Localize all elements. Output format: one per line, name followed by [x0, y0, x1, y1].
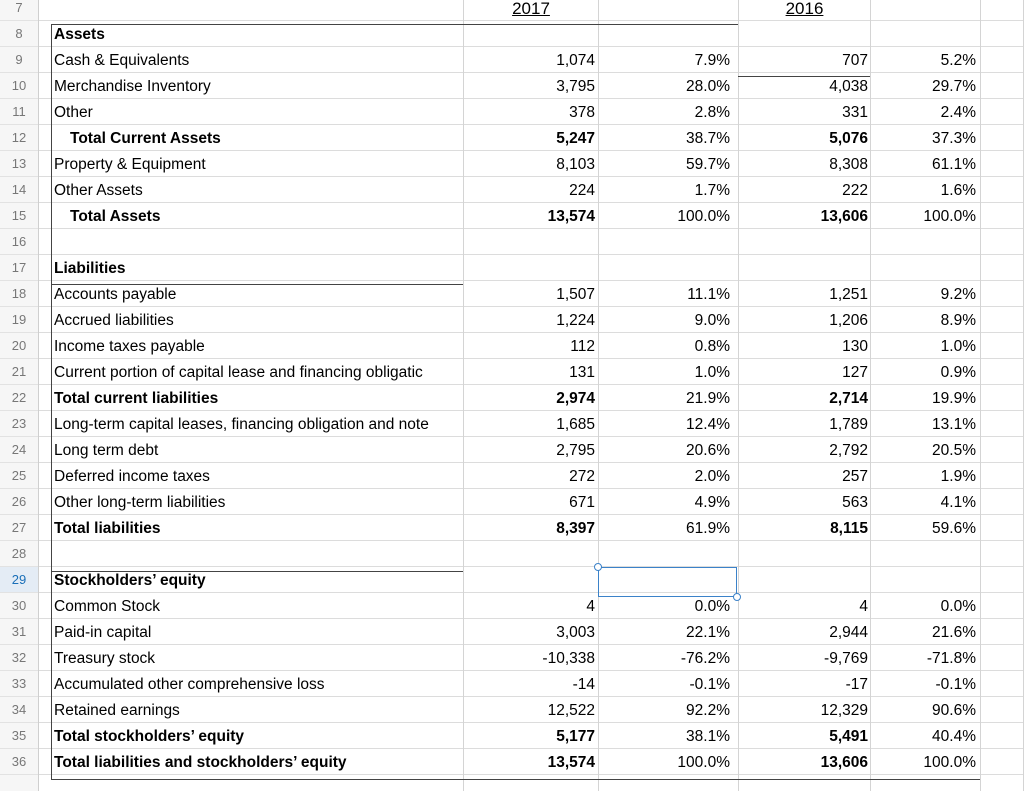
- percent-2016[interactable]: 8.9%: [940, 312, 976, 329]
- value-2016[interactable]: 563: [842, 494, 868, 511]
- table-row: [39, 0, 1024, 21]
- percent-2016[interactable]: 59.6%: [932, 520, 976, 537]
- value-2016[interactable]: 130: [842, 338, 868, 355]
- value-2016[interactable]: 13,606: [820, 208, 868, 225]
- table-row: [39, 619, 1024, 645]
- percent-2017[interactable]: 38.1%: [686, 728, 730, 745]
- percent-2017[interactable]: 28.0%: [686, 78, 730, 95]
- value-2016[interactable]: 2,792: [829, 442, 868, 459]
- percent-2017[interactable]: 38.7%: [686, 130, 730, 147]
- percent-2016[interactable]: [871, 567, 980, 593]
- value-2016[interactable]: 8,115: [830, 520, 868, 537]
- percent-2016[interactable]: 1.6%: [940, 182, 976, 199]
- row-number[interactable]: 19: [0, 307, 38, 333]
- row-number[interactable]: 24: [0, 437, 38, 463]
- value-2017[interactable]: [464, 567, 598, 593]
- value-2016[interactable]: 4,038: [829, 78, 868, 95]
- table-row: [39, 73, 1024, 99]
- percent-2017[interactable]: 11.1%: [687, 286, 730, 303]
- percent-2016[interactable]: -71.8%: [926, 650, 976, 667]
- row-number[interactable]: 22: [0, 385, 38, 411]
- value-2017[interactable]: 8,397: [556, 520, 595, 537]
- value-2016[interactable]: 222: [842, 182, 868, 199]
- header-underline: [51, 24, 738, 25]
- row-label[interactable]: Long term debt: [54, 442, 159, 459]
- percent-2017[interactable]: 2.0%: [694, 468, 730, 485]
- percent-2016[interactable]: 13.1%: [932, 416, 976, 433]
- percent-2016[interactable]: 5.2%: [940, 52, 976, 69]
- value-2016[interactable]: [739, 541, 870, 567]
- table-row: [39, 489, 1024, 515]
- row-number[interactable]: 34: [0, 697, 38, 723]
- value-2016[interactable]: 257: [842, 468, 868, 485]
- row-number[interactable]: 36: [0, 749, 38, 775]
- row-label[interactable]: Total Current Assets: [70, 130, 221, 147]
- value-2016[interactable]: 1,206: [829, 312, 868, 329]
- percent-2017[interactable]: [599, 541, 738, 567]
- row-number[interactable]: 28: [0, 541, 38, 567]
- value-2017[interactable]: [464, 541, 598, 567]
- percent-2017[interactable]: 100.0%: [677, 754, 730, 771]
- value-2016[interactable]: 331: [842, 104, 868, 121]
- percent-2016[interactable]: 21.6%: [932, 624, 976, 641]
- percent-2017[interactable]: 1.7%: [694, 182, 730, 199]
- value-2017[interactable]: 1,074: [556, 52, 595, 69]
- value-2016[interactable]: [739, 255, 870, 281]
- percent-2017[interactable]: [599, 229, 738, 255]
- percent-2017[interactable]: 61.9%: [686, 520, 730, 537]
- row-number[interactable]: 21: [0, 359, 38, 385]
- row-number[interactable]: 33: [0, 671, 38, 697]
- table-row: [39, 697, 1024, 723]
- percent-2017[interactable]: 59.7%: [686, 156, 730, 173]
- percent-2016[interactable]: 1.0%: [940, 338, 976, 355]
- percent-2016[interactable]: [871, 541, 980, 567]
- table-row: [39, 645, 1024, 671]
- row-label[interactable]: Deferred income taxes: [54, 468, 210, 485]
- row-number[interactable]: 27: [0, 515, 38, 541]
- value-2017[interactable]: 8,103: [556, 156, 595, 173]
- table-row: [39, 437, 1024, 463]
- row-label[interactable]: Merchandise Inventory: [54, 78, 211, 95]
- row-label[interactable]: Total liabilities: [54, 520, 161, 537]
- value-2017[interactable]: [464, 255, 598, 281]
- percent-2017[interactable]: 0.0%: [694, 598, 730, 615]
- value-2017[interactable]: 3,003: [556, 624, 595, 641]
- percent-2016[interactable]: 40.4%: [932, 728, 976, 745]
- row-label[interactable]: Other long-term liabilities: [54, 494, 226, 511]
- year-2017-header[interactable]: 2017: [512, 0, 550, 18]
- row-label[interactable]: [54, 541, 463, 567]
- percent-2016[interactable]: 61.1%: [932, 156, 976, 173]
- row-label[interactable]: Cash & Equivalents: [54, 52, 190, 69]
- value-2016[interactable]: [739, 567, 870, 593]
- percent-2016[interactable]: 4.1%: [940, 494, 976, 511]
- row-label[interactable]: Income taxes payable: [54, 338, 205, 355]
- value-2016[interactable]: 1,789: [829, 416, 868, 433]
- table-row: [39, 515, 1024, 541]
- selection-handle-bottom-right[interactable]: [733, 593, 741, 601]
- table-row: [39, 385, 1024, 411]
- percent-2017[interactable]: 12.4%: [686, 416, 730, 433]
- table-row: [39, 359, 1024, 385]
- value-2017[interactable]: 272: [569, 468, 595, 485]
- value-2016[interactable]: 8,308: [829, 156, 868, 173]
- percent-2017[interactable]: 21.9%: [686, 390, 730, 407]
- table-row: [39, 307, 1024, 333]
- value-2016[interactable]: 5,076: [829, 130, 868, 147]
- row-number[interactable]: 12: [0, 125, 38, 151]
- percent-2017[interactable]: 20.6%: [686, 442, 730, 459]
- value-2016[interactable]: 13,606: [820, 754, 868, 771]
- percent-2016[interactable]: 2.4%: [940, 104, 976, 121]
- percent-2016[interactable]: [871, 229, 980, 255]
- value-2017[interactable]: -14: [572, 676, 595, 693]
- value-2017[interactable]: 224: [569, 182, 595, 199]
- value-2016[interactable]: [739, 229, 870, 255]
- value-2016[interactable]: -17: [845, 676, 868, 693]
- row-number[interactable]: 30: [0, 593, 38, 619]
- value-2016[interactable]: 5,491: [829, 728, 868, 745]
- row-label[interactable]: Other: [54, 104, 93, 121]
- percent-2016[interactable]: 100.0%: [923, 754, 976, 771]
- value-2017[interactable]: 131: [569, 364, 595, 381]
- value-2017[interactable]: 1,507: [556, 286, 595, 303]
- percent-2016[interactable]: 0.0%: [940, 598, 976, 615]
- table-row: [39, 463, 1024, 489]
- table-row: [39, 203, 1024, 229]
- table-row: [39, 333, 1024, 359]
- row-number[interactable]: 25: [0, 463, 38, 489]
- row-number[interactable]: 32: [0, 645, 38, 671]
- row-label[interactable]: Common Stock: [54, 598, 160, 615]
- percent-2016[interactable]: [871, 255, 980, 281]
- row-label[interactable]: Treasury stock: [54, 650, 156, 667]
- value-2016[interactable]: -9,769: [824, 650, 868, 667]
- value-2017[interactable]: 5,177: [556, 728, 595, 745]
- table-row: [39, 671, 1024, 697]
- percent-2017[interactable]: -76.2%: [680, 650, 730, 667]
- value-2017[interactable]: 3,795: [556, 78, 595, 95]
- percent-2016[interactable]: [871, 21, 980, 47]
- percent-2016[interactable]: 100.0%: [923, 208, 976, 225]
- percent-2017[interactable]: 22.1%: [686, 624, 730, 641]
- value-2017[interactable]: 2,974: [556, 390, 595, 407]
- table-row: [39, 723, 1024, 749]
- value-2017[interactable]: 13,574: [547, 208, 595, 225]
- value-2016[interactable]: 4: [859, 598, 868, 615]
- value-2017[interactable]: 378: [569, 104, 595, 121]
- row-label[interactable]: Current portion of capital lease and financing obligatic: [54, 364, 423, 381]
- percent-2016[interactable]: 20.5%: [932, 442, 976, 459]
- inventory-top-rule: [738, 76, 870, 77]
- row-number[interactable]: 29: [0, 567, 38, 593]
- value-2017[interactable]: 112: [570, 338, 595, 355]
- row-number[interactable]: 20: [0, 333, 38, 359]
- value-2017[interactable]: 1,224: [556, 312, 595, 329]
- bottom-rule: [51, 779, 980, 780]
- percent-2017[interactable]: -0.1%: [689, 676, 730, 693]
- percent-2017[interactable]: 92.2%: [686, 702, 730, 719]
- row-label[interactable]: Total Assets: [70, 208, 161, 225]
- value-2016[interactable]: 707: [842, 52, 868, 69]
- table-row: [39, 411, 1024, 437]
- value-2017[interactable]: 13,574: [547, 754, 595, 771]
- row-number[interactable]: 11: [0, 99, 38, 125]
- year-2016-header[interactable]: 2016: [785, 0, 824, 18]
- value-2017[interactable]: 1,685: [556, 416, 595, 433]
- selection-handle-top-left[interactable]: [594, 563, 602, 571]
- percent-2016[interactable]: 90.6%: [932, 702, 976, 719]
- row-label[interactable]: Accumulated other comprehensive loss: [54, 676, 325, 693]
- percent-2017[interactable]: 9.0%: [694, 312, 730, 329]
- percent-2016[interactable]: 0.9%: [940, 364, 976, 381]
- percent-2016[interactable]: 9.2%: [940, 286, 976, 303]
- row-label[interactable]: Accounts payable: [54, 286, 177, 303]
- liabilities-top-rule: [51, 284, 463, 285]
- row-label[interactable]: Liabilities: [54, 260, 126, 277]
- row-label[interactable]: Property & Equipment: [54, 156, 206, 173]
- row-label[interactable]: [54, 229, 463, 255]
- value-2017[interactable]: 2,795: [556, 442, 595, 459]
- percent-2017[interactable]: 100.0%: [677, 208, 730, 225]
- percent-2016[interactable]: 19.9%: [932, 390, 976, 407]
- value-2016[interactable]: [739, 21, 870, 47]
- value-2016[interactable]: 1,251: [829, 286, 868, 303]
- row-number[interactable]: 23: [0, 411, 38, 437]
- row-number[interactable]: 7: [0, 0, 38, 21]
- label-left-border: [51, 24, 52, 780]
- table-row: [39, 47, 1024, 73]
- row-number[interactable]: 35: [0, 723, 38, 749]
- row-label[interactable]: Total current liabilities: [54, 390, 219, 407]
- value-2016[interactable]: 2,944: [829, 624, 868, 641]
- row-number[interactable]: 9: [0, 47, 38, 73]
- percent-2016[interactable]: 29.7%: [932, 78, 976, 95]
- value-2016[interactable]: 2,714: [829, 390, 868, 407]
- value-2017[interactable]: 12,522: [547, 702, 595, 719]
- row-number[interactable]: 10: [0, 73, 38, 99]
- percent-2017[interactable]: 2.8%: [694, 104, 730, 121]
- row-number[interactable]: 13: [0, 151, 38, 177]
- row-label[interactable]: Total liabilities and stockholders’ equity: [54, 754, 347, 771]
- row-number[interactable]: 8: [0, 21, 38, 47]
- value-2017[interactable]: 671: [569, 494, 595, 511]
- table-row: [39, 749, 1024, 775]
- row-number[interactable]: 16: [0, 229, 38, 255]
- table-row: [39, 255, 1024, 281]
- value-2017[interactable]: 4: [586, 598, 595, 615]
- percent-2016[interactable]: 37.3%: [932, 130, 976, 147]
- value-2017[interactable]: -10,338: [542, 650, 595, 667]
- table-row: [39, 541, 1024, 567]
- row-label[interactable]: Long-term capital leases, financing obligation and note: [54, 416, 429, 433]
- value-2017[interactable]: 5,247: [556, 130, 595, 147]
- table-row: [39, 125, 1024, 151]
- row-label[interactable]: Other Assets: [54, 182, 143, 199]
- percent-2017[interactable]: [599, 255, 738, 281]
- row-label[interactable]: Paid-in capital: [54, 624, 152, 641]
- row-number[interactable]: 15: [0, 203, 38, 229]
- row-number[interactable]: 18: [0, 281, 38, 307]
- row-number[interactable]: 26: [0, 489, 38, 515]
- row-label[interactable]: Assets: [54, 26, 105, 43]
- row-number[interactable]: 17: [0, 255, 38, 281]
- table-row: [39, 151, 1024, 177]
- table-row: [39, 229, 1024, 255]
- table-row: [39, 177, 1024, 203]
- percent-2017[interactable]: 4.9%: [694, 494, 730, 511]
- selected-cell[interactable]: [598, 567, 737, 597]
- value-2016[interactable]: 12,329: [820, 702, 868, 719]
- row-label[interactable]: Stockholders’ equity: [54, 572, 206, 589]
- table-row: [39, 593, 1024, 619]
- percent-2017[interactable]: 7.9%: [694, 52, 730, 69]
- percent-2016[interactable]: 1.9%: [940, 468, 976, 485]
- percent-2017[interactable]: 0.8%: [694, 338, 730, 355]
- percent-2016[interactable]: -0.1%: [935, 676, 976, 693]
- row-number[interactable]: 14: [0, 177, 38, 203]
- row-label[interactable]: Accrued liabilities: [54, 312, 174, 329]
- value-2016[interactable]: 127: [842, 364, 868, 381]
- row-number[interactable]: 31: [0, 619, 38, 645]
- percent-2017[interactable]: 1.0%: [694, 364, 730, 381]
- row-label[interactable]: Retained earnings: [54, 702, 180, 719]
- row-header-column: [0, 0, 39, 791]
- row-label[interactable]: Total stockholders’ equity: [54, 728, 245, 745]
- equity-top-rule: [51, 571, 463, 572]
- value-2017[interactable]: [464, 229, 598, 255]
- table-row: [39, 99, 1024, 125]
